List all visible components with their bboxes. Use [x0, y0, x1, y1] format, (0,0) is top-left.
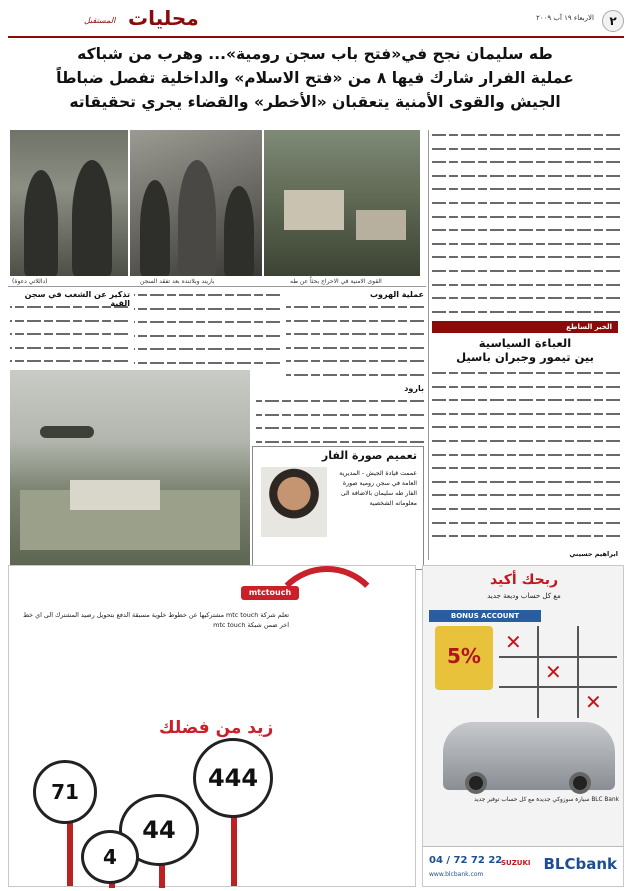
soldiers-photo: [10, 130, 128, 276]
bank-phone: 04 / 72 72 22: [429, 855, 503, 866]
caption-press: باريند وبلاتنده بعد تفقد السجن: [140, 278, 215, 285]
headline-line-3: الجيش والقوى الأمنية يتعقبان «الأخطر» والقضاء يجري تحقيقاته: [69, 93, 561, 111]
suspect-portrait: [261, 467, 327, 537]
caption-soldiers: (داللاتي دعوة): [12, 278, 48, 285]
subhead-col1: تذكير عن الشغب في سجن القبة: [24, 290, 130, 308]
newsbox-title-line-2: بين تيمور وجبران باسيل: [456, 350, 594, 364]
newsbox-title: [432, 336, 618, 364]
bank-footer: [423, 846, 623, 886]
helicopter-photo: [10, 370, 250, 570]
press-photo: [130, 130, 262, 276]
paddle-71: 71: [33, 760, 97, 824]
mtc-slogan: زيد من فضلك: [159, 718, 274, 738]
headline-line-1: طه سليمان نجح في«فتح باب سجن رومية»... وهرب من شباكه: [77, 45, 553, 63]
helicopter-icon: [40, 426, 94, 438]
suzuki-logo: SUZUKI: [501, 859, 531, 867]
x-mark-icon: ✕: [585, 690, 602, 714]
camp-photo: [264, 130, 420, 276]
caption-camp: القوى الامنية في الاحراج بحثاً عن طه: [290, 278, 382, 285]
column-box-text: عممت قيادة الجيش - المديرية العامة في سجن رومية صورة الفار طه سليمان بالاضافة الى معلوماته الشخصية: [339, 470, 417, 507]
section-title: محليات: [128, 6, 199, 30]
article-col3: [286, 302, 424, 382]
column-box: [252, 446, 424, 570]
photo-divider: [8, 286, 426, 287]
tic-tac-toe-graphic: [499, 626, 617, 718]
blc-bank-logo: BLCbank: [543, 855, 617, 873]
intro-column: [432, 130, 620, 316]
header-divider: [8, 36, 624, 38]
bonus-account-label: BONUS ACCOUNT: [429, 610, 541, 622]
newsbox-label: الخبر الساطع: [432, 321, 618, 333]
column-divider: [428, 130, 429, 560]
subhead-col2: عملية الهروب: [369, 290, 424, 299]
bank-headline: ربحك أكيد: [489, 572, 559, 588]
paddle-444: 444: [193, 738, 273, 818]
subhead-col3: بارود: [404, 384, 424, 393]
headline-line-2: عملية الفرار شارك فيها ٨ من «فتح الاسلام» والداخلية تفصل ضباطاً: [56, 69, 574, 87]
bank-body-text: BLC Bank سيارة سوزوكي جديدة مع كل حساب توفير جديد: [474, 797, 619, 803]
column-box-title: تعميم صورة الفار: [321, 449, 417, 462]
page-header: [8, 6, 624, 36]
bank-subheadline: مع كل حساب وديعة جديد: [487, 592, 561, 600]
paddle-4: 4: [81, 830, 139, 884]
brand-logo: المستقبل: [84, 16, 116, 25]
article-col4: [256, 396, 424, 444]
dateline: الاربعاء ١٩ آب ٢٠٠٩: [536, 14, 594, 22]
x-mark-icon: ✕: [505, 630, 522, 654]
main-headline: [8, 42, 622, 114]
x-mark-icon: ✕: [545, 660, 562, 684]
page-number: ٢: [602, 10, 624, 32]
percent-badge: 5%: [435, 626, 493, 690]
article-col1: [10, 302, 128, 364]
mtc-logo: mtctouch: [241, 586, 299, 600]
mtc-body-text: تعلم شركة mtc touch مشتركيها عن خطوط خلوية مسبقة الدفع بتحويل رصيد المشترك الى اي خط اخر ضمن شبكة mtc touch: [23, 611, 289, 629]
blc-bank-advertisement[interactable]: [422, 565, 624, 887]
article-col2: [134, 290, 280, 364]
newsbox-title-line-1: العباءة السياسية: [478, 336, 572, 350]
suzuki-car-image: [443, 722, 615, 790]
newsbox-author: ابراهيم حسيني: [569, 550, 618, 558]
mtc-advertisement[interactable]: [8, 565, 416, 887]
newsbox-body: [432, 368, 620, 548]
bank-website[interactable]: www.blcbank.com: [429, 871, 484, 878]
paddle-44: 44: [119, 794, 199, 866]
